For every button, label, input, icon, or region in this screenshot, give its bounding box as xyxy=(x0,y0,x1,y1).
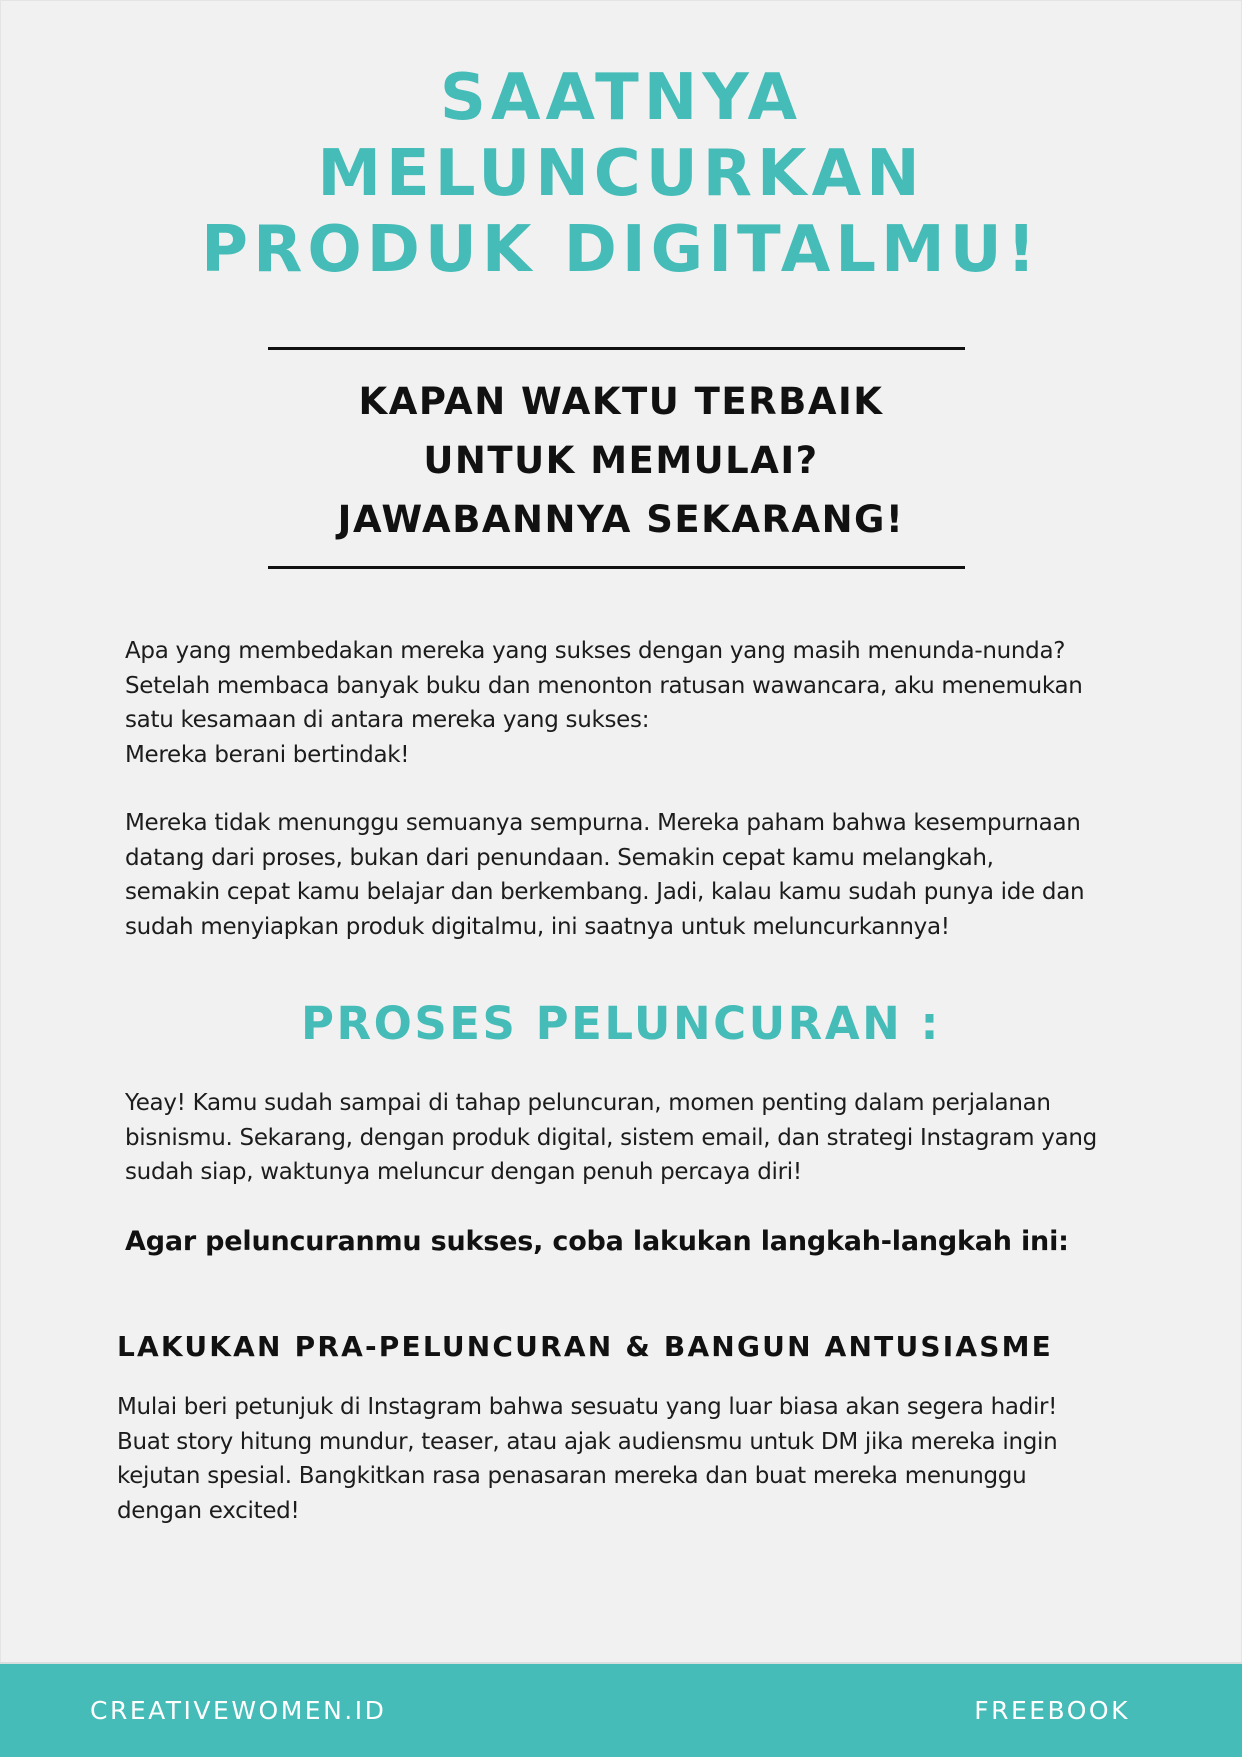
step-1-heading: LAKUKAN PRA-PELUNCURAN & BANGUN ANTUSIASME xyxy=(117,1330,1053,1363)
intro-paragraph-1 xyxy=(125,634,1117,772)
text-line: bisnismu. Sekarang, dengan produk digital, sistem email, dan strategi Instagram yang xyxy=(125,1124,1097,1151)
footer-label: FREEBOOK xyxy=(974,1696,1130,1725)
process-paragraph xyxy=(125,1086,1117,1190)
text-line: dengan excited! xyxy=(117,1497,300,1524)
text-line: kejutan spesial. Bangkitkan rasa penasaran mereka dan buat mereka menunggu xyxy=(117,1463,1027,1489)
text-line: Buat story hitung mundur, teaser, atau ajak audiensmu untuk DM jika mereka ingin xyxy=(117,1428,1058,1455)
divider-top xyxy=(268,347,965,350)
text-line: Setelah membaca banyak buku dan menonton ratusan wawancara, aku menemukan xyxy=(125,672,1083,699)
main-title xyxy=(0,60,1242,288)
main-title-line-2: MELUNCURKAN xyxy=(317,137,925,211)
subtitle-line-3: JAWABANNYA SEKARANG! xyxy=(337,498,905,541)
text-line: Mereka tidak menunggu semuanya sempurna. Mereka paham bahwa kesempurnaan xyxy=(125,810,1081,836)
main-title-line-3: PRODUK DIGITALMU! xyxy=(201,213,1041,287)
text-line: satu kesamaan di antara mereka yang sukses: xyxy=(125,707,650,733)
text-line: datang dari proses, bukan dari penundaan. Semakin cepat kamu melangkah, xyxy=(125,844,994,871)
section-heading-process: PROSES PELUNCURAN : xyxy=(301,997,941,1050)
subtitle-line-2: UNTUK MEMULAI? xyxy=(423,439,819,482)
footer-brand: CREATIVEWOMEN.ID xyxy=(90,1696,387,1725)
footer-bar xyxy=(0,1662,1242,1757)
text-line: Yeay! Kamu sudah sampai di tahap peluncuran, momen penting dalam perjalanan xyxy=(125,1090,1051,1116)
steps-intro: Agar peluncuranmu sukses, coba lakukan langkah-langkah ini: xyxy=(125,1226,1069,1257)
text-line: semakin cepat kamu belajar dan berkembang. Jadi, kalau kamu sudah punya ide dan xyxy=(125,879,1085,905)
text-line: Apa yang membedakan mereka yang sukses dengan yang masih menunda-nunda? xyxy=(125,638,1066,664)
text-line: sudah menyiapkan produk digitalmu, ini saatnya untuk meluncurkannya! xyxy=(125,913,950,940)
intro-paragraph-2 xyxy=(125,806,1117,944)
main-title-line-1: SAATNYA xyxy=(439,61,803,135)
divider-bottom xyxy=(268,566,965,569)
text-line: Mereka berani bertindak! xyxy=(125,741,410,768)
step-1-paragraph xyxy=(117,1390,1125,1528)
subtitle xyxy=(0,372,1242,549)
text-line: sudah siap, waktunya meluncur dengan penuh percaya diri! xyxy=(125,1159,802,1185)
text-line: Mulai beri petunjuk di Instagram bahwa sesuatu yang luar biasa akan segera hadir! xyxy=(117,1394,1058,1420)
subtitle-line-1: KAPAN WAKTU TERBAIK xyxy=(358,380,884,423)
